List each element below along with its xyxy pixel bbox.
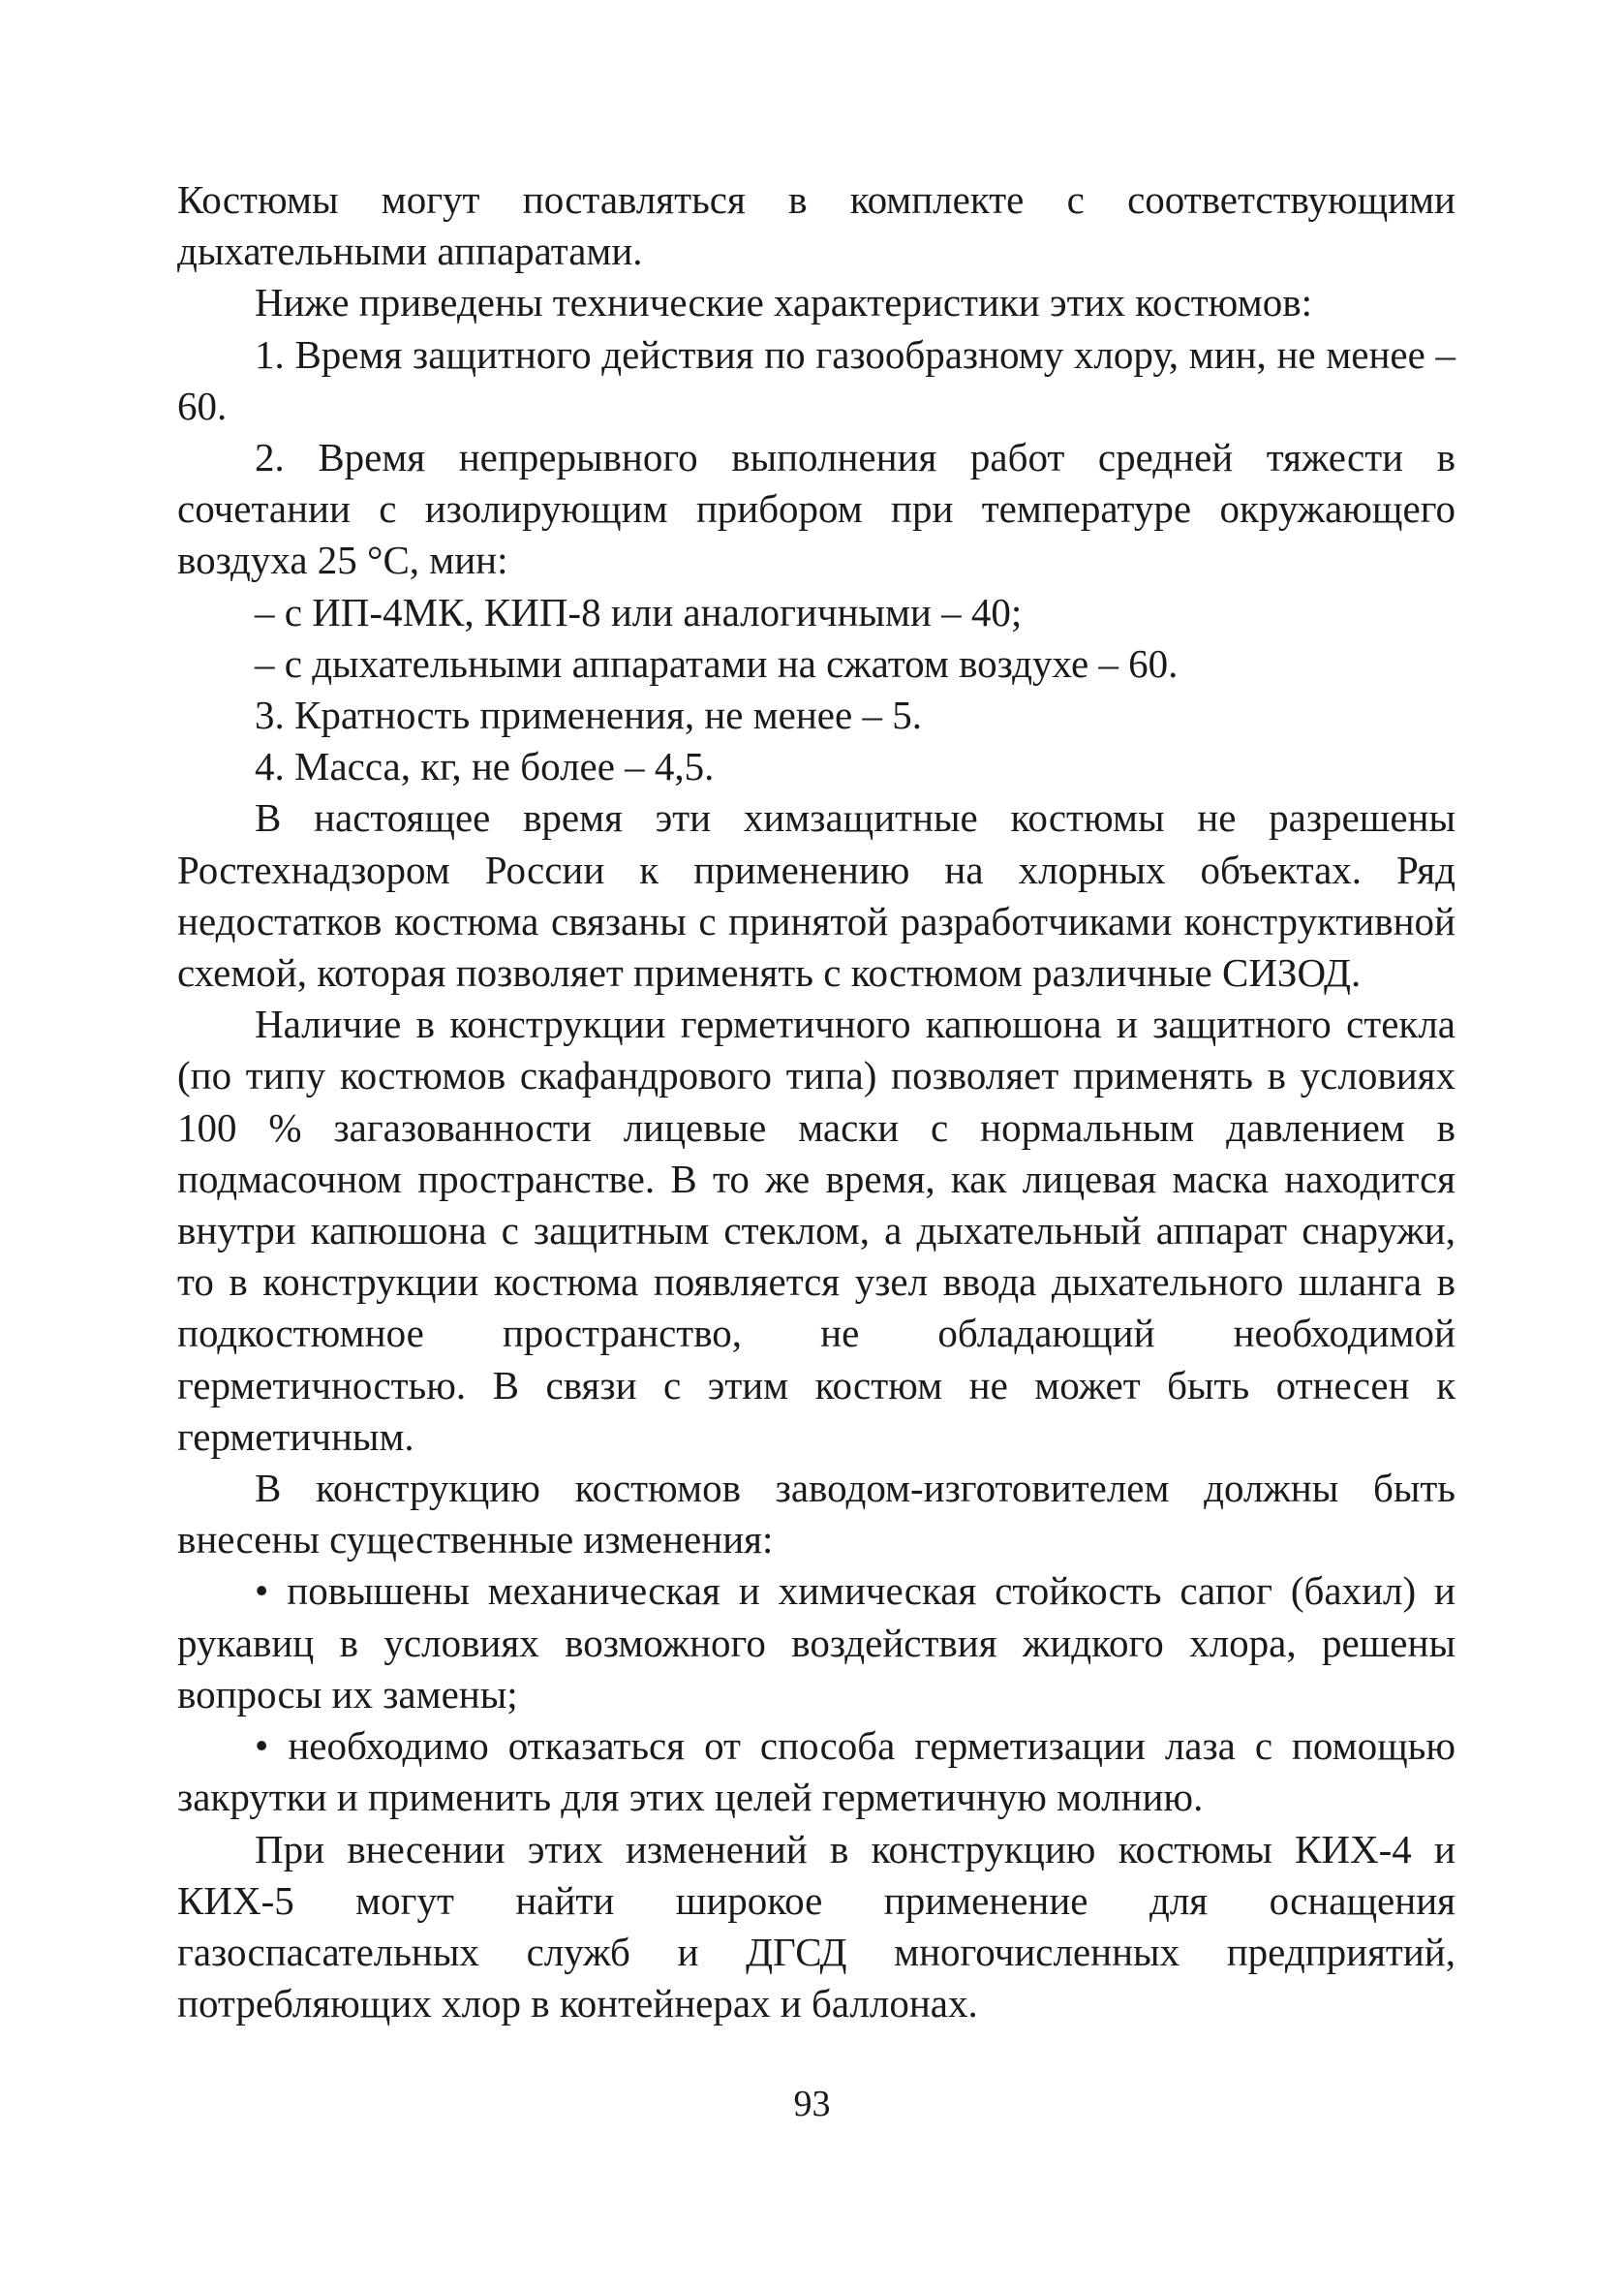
paragraph-spec-2: 2. Время непрерывного выполнения работ средней тяжести в сочетании с изолирующим прибором при температуре окружающего воздуха 25 °С, мин: [177,435,1455,583]
paragraph-intro: Костюмы могут поставляться в комплекте с соответствующими дыхательными аппаратами. [177,177,1455,274]
paragraph-spec-3: 3. Кратность применения, не менее – 5. [255,693,922,738]
paragraph-bullet-2: • необходимо отказаться от способа герметизации лаза с помощью закрутки и применить для этих целей герметичную молнию. [177,1723,1455,1820]
page-number: 93 [793,2084,831,2124]
paragraph-specs-heading: Ниже приведены технические характеристики этих костюмов: [255,280,1312,325]
paragraph-bullet-1: • повышены механическая и химическая стойкость сапог (бахил) и рукавиц в условиях возможного воздействия жидкого хлора, решены вопросы их замены; [177,1568,1455,1717]
body-text [177,174,1455,2029]
paragraph-spec-4: 4. Масса, кг, не более – 4,5. [255,744,715,789]
paragraph-spec-1: 1. Время защитного действия по газообразному хлору, мин, не менее – 60. [177,331,1455,428]
paragraph-spec-2a: – с ИП-4МК, КИП-8 или аналогичными – 40; [255,589,1023,634]
paragraph-hood: Наличие в конструкции герметичного капюшона и защитного стекла (по типу костюмов скафандрового типа) позволяет применять в условиях 100 % загазованности лицевые маски с нормальным давлением в подмасочном пространстве. В то же время, как лицевая маска находится внутри капюшона с защитным стеклом, а дыхательный аппарат снаружи, то в конструкции костюма появляется узел ввода дыхательного шланга в подкостюмное пространство, не обладающий необходимой герметичностью. В связи с этим костюм не может быть отнесен к герметичным. [177,1002,1455,1459]
paragraph-approval: В настоящее время эти химзащитные костюмы не разрешены Ростехнадзором России к применению на хлорных объектах. Ряд недостатков костюма связаны с принятой разработчиками конструктивной схемой, которая позволяет применять с костюмом различные СИЗОД. [177,795,1455,996]
paragraph-changes: В конструкцию костюмов заводом-изготовителем должны быть внесены существенные изменения: [177,1466,1455,1562]
paragraph-spec-2b: – с дыхательными аппаратами на сжатом воздухе – 60. [255,640,1179,686]
paragraph-conclusion: При внесении этих изменений в конструкцию костюмы КИХ-4 и КИХ-5 могут найти широкое применение для оснащения газоспасательных служб и ДГСД многочисленных предприятий, потребляющих хлор в контейнерах и баллонах. [177,1826,1455,2026]
